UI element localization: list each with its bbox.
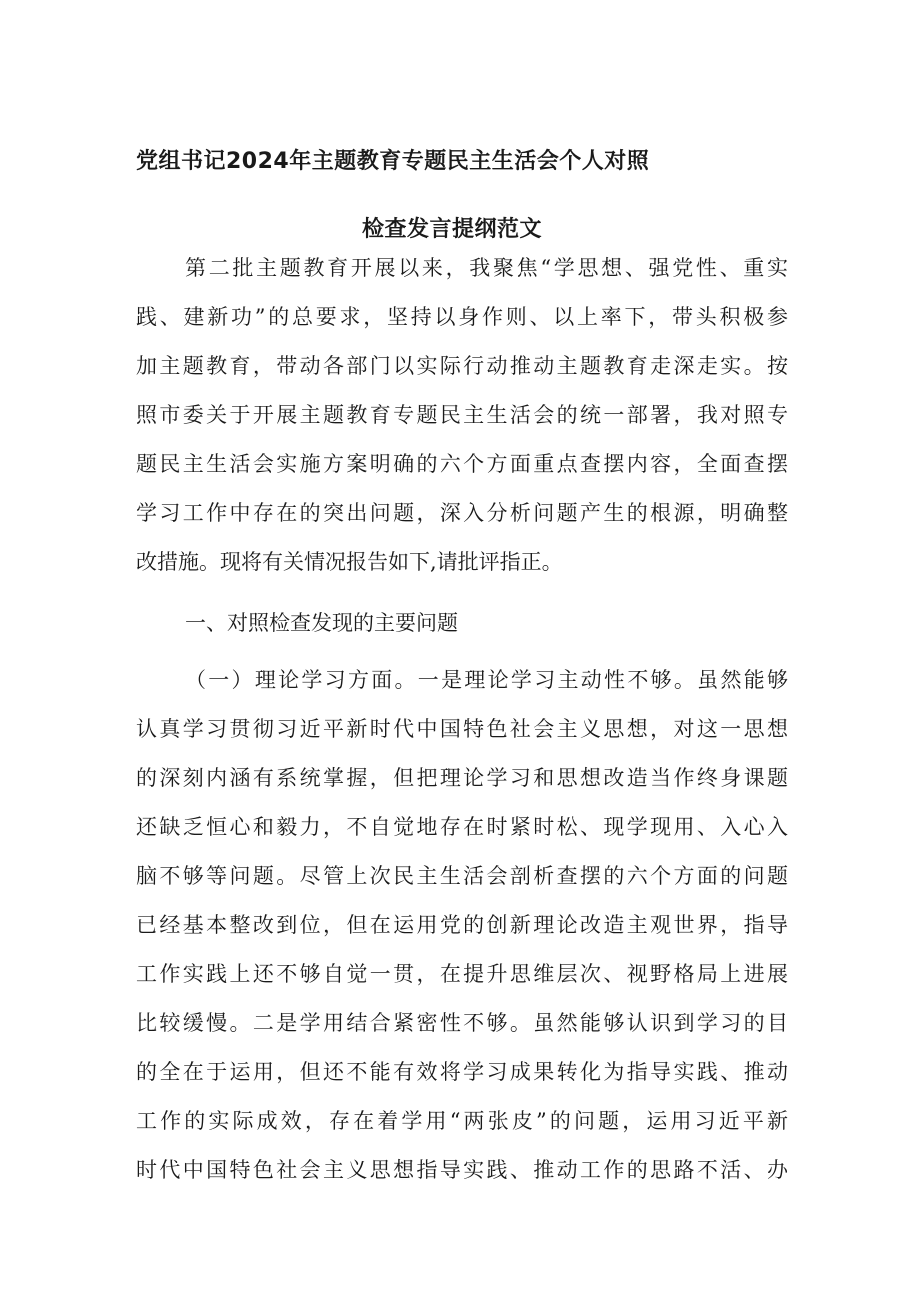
body-line: 已经基本整改到位，但在运用党的创新理论改造主观世界，指导 — [136, 913, 788, 937]
body-line: 认真学习贯彻习近平新时代中国特色社会主义思想，对这一思想 — [136, 717, 788, 741]
intro-line: 践、建新功”的总要求，坚持以身作则、以上率下，带头积极参 — [136, 305, 788, 329]
body-line: 的深刻内涵有系统掌握，但把理论学习和思想改造当作终身课题 — [136, 766, 788, 790]
body-line: 比较缓慢。二是学用结合紧密性不够。虽然能够认识到学习的目 — [136, 1011, 788, 1035]
body-line: 时代中国特色社会主义思想指导实践、推动工作的思路不活、办 — [136, 1158, 788, 1182]
document-title-line-1: 党组书记2024年主题教育专题民主生活会个人对照 — [136, 149, 650, 174]
intro-line: 加主题教育，带动各部门以实际行动推动主题教育走深走实。按 — [136, 354, 788, 378]
document-title-line-2: 检查发言提纲范文 — [362, 217, 543, 242]
intro-line: 学习工作中存在的突出问题，深入分析问题产生的根源，明确整 — [136, 501, 788, 525]
body-line: 还缺乏恒心和毅力，不自觉地存在时紧时松、现学现用、入心入 — [136, 815, 788, 839]
intro-line: 第二批主题教育开展以来，我聚焦“学思想、强党性、重实 — [185, 256, 788, 280]
section-heading: 一、对照检查发现的主要问题 — [185, 611, 458, 635]
intro-line: 题民主生活会实施方案明确的六个方面重点查摆内容，全面查摆 — [136, 452, 788, 476]
body-line: 的全在于运用，但还不能有效将学习成果转化为指导实践、推动 — [136, 1060, 788, 1084]
intro-line: 照市委关于开展主题教育专题民主生活会的统一部署，我对照专 — [136, 403, 788, 427]
body-line: 脑不够等问题。尽管上次民主生活会剖析查摆的六个方面的问题 — [136, 864, 788, 888]
body-line: （一）理论学习方面。一是理论学习主动性不够。虽然能够 — [185, 668, 788, 692]
body-line: 工作实践上还不够自觉一贯，在提升思维层次、视野格局上进展 — [136, 962, 788, 986]
body-line: 工作的实际成效，存在着学用“两张皮”的问题，运用习近平新 — [136, 1109, 788, 1133]
intro-line: 改措施。现将有关情况报告如下,请批评指正。 — [136, 550, 563, 574]
